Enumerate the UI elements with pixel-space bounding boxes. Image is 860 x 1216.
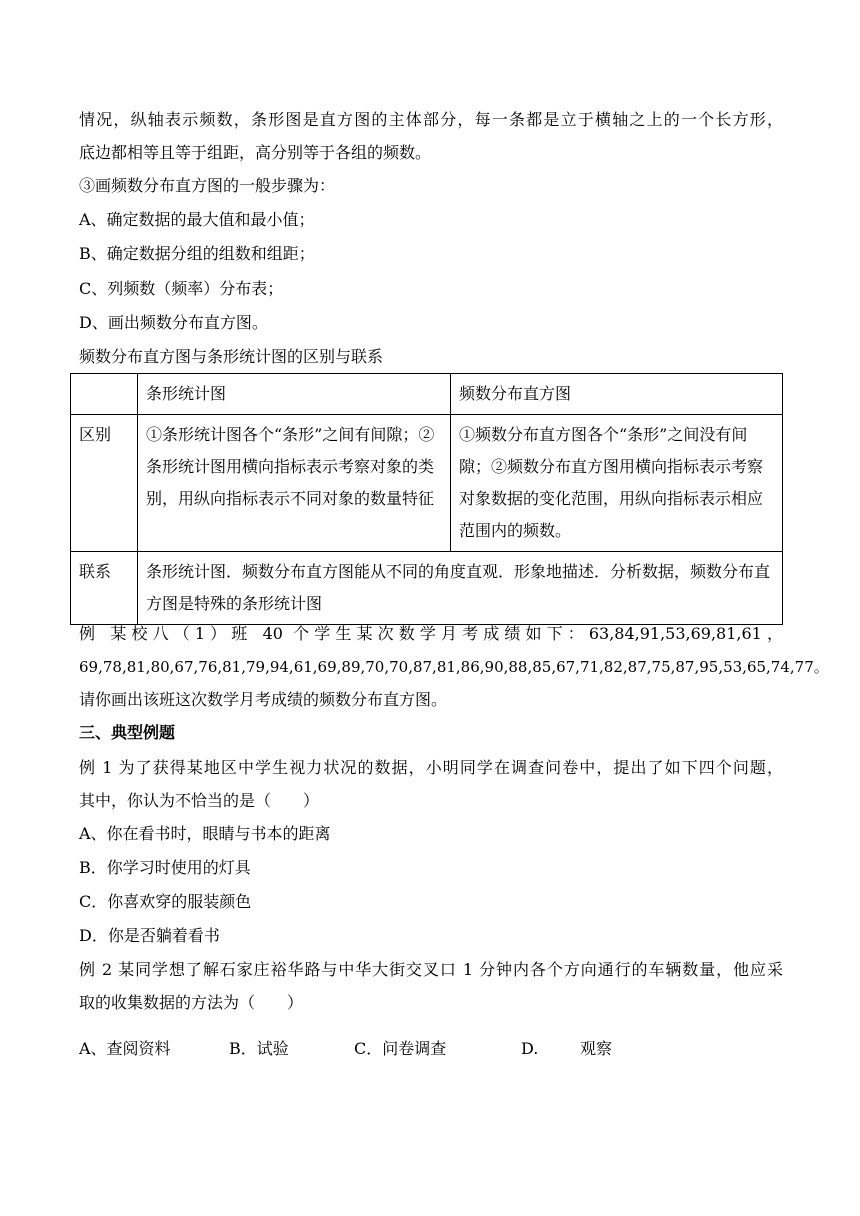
question-line: 取的收集数据的方法为（ ） — [79, 993, 304, 1012]
steps-title: ③画频数分布直方图的一般步骤为： — [79, 176, 336, 195]
table-row-label: 联系 — [71, 552, 138, 625]
example-line: 请你画出该班这次数学月考成绩的频数分布直方图。 — [79, 690, 448, 709]
step-item: A、确定数据的最大值和最小值； — [79, 210, 315, 229]
table-row — [71, 552, 783, 625]
table-row — [71, 415, 783, 552]
answer-option: B．试验 — [229, 1039, 289, 1058]
answer-option: A、查阅资料 — [79, 1039, 171, 1058]
step-item: C、列频数（频率）分布表； — [79, 279, 284, 298]
answer-option: C．你喜欢穿的服装颜色 — [79, 892, 252, 911]
answer-options-row — [79, 1038, 783, 1060]
answer-option: C．问卷调查 — [354, 1039, 447, 1058]
step-item: B、确定数据分组的组数和组距； — [79, 244, 315, 263]
table-row-label: 区别 — [71, 415, 138, 552]
table-header-cell — [71, 374, 138, 415]
answer-option-text: 观察 — [580, 1039, 613, 1058]
table-cell: ①条形统计图各个“条形”之间有间隙；②条形统计图用横向指标表示考察对象的类别，用纵向指标表示不同对象的数量特征 — [138, 415, 451, 552]
answer-option-letter: D. — [521, 1039, 539, 1058]
answer-option: B．你学习时使用的灯具 — [79, 858, 251, 877]
example-data-line: 69,78,81,80,67,76,81,79,94,61,69,89,70,70,87,81,86,90,88,85,67,71,82,87,75,87,95,53,65,74,77。 — [79, 658, 829, 676]
answer-option: A、你在看书时，眼睛与书本的距离 — [79, 824, 331, 843]
table-cell: ①频数分布直方图各个“条形”之间没有间隙；②频数分布直方图用横向指标表示考察对象数据的变化范围，用纵向指标表示相应范围内的频数。 — [451, 415, 783, 552]
example-line: 例 某校八（1）班 40 个学生某次数学月考成绩如下：63,84,91,53,69,81,61， — [79, 624, 783, 643]
question-line: 例 1 为了获得某地区中学生视力状况的数据，小明同学在调查问卷中，提出了如下四个问题， — [79, 758, 783, 777]
comparison-table — [70, 373, 783, 625]
step-item: D、画出频数分布直方图。 — [79, 313, 268, 332]
paragraph-line: 情况，纵轴表示频数，条形图是直方图的主体部分，每一条都是立于横轴之上的一个长方形， — [79, 110, 783, 129]
question-line: 其中，你认为不恰当的是（ ） — [79, 791, 320, 810]
answer-option: D．你是否躺着看书 — [79, 926, 220, 945]
table-header-cell: 频数分布直方图 — [451, 374, 783, 415]
question-line: 例 2 某同学想了解石家庄裕华路与中华大街交叉口 1 分钟内各个方向通行的车辆数量，他应采 — [79, 960, 783, 979]
table-caption: 频数分布直方图与条形统计图的区别与联系 — [79, 347, 384, 366]
table-header-row — [71, 374, 783, 415]
section-heading: 三、典型例题 — [79, 723, 176, 742]
paragraph-line: 底边都相等且等于组距，高分别等于各组的频数。 — [79, 143, 432, 162]
table-header-cell: 条形统计图 — [138, 374, 451, 415]
table-cell: 条形统计图．频数分布直方图能从不同的角度直观．形象地描述．分析数据，频数分布直方图是特殊的条形统计图 — [138, 552, 783, 625]
